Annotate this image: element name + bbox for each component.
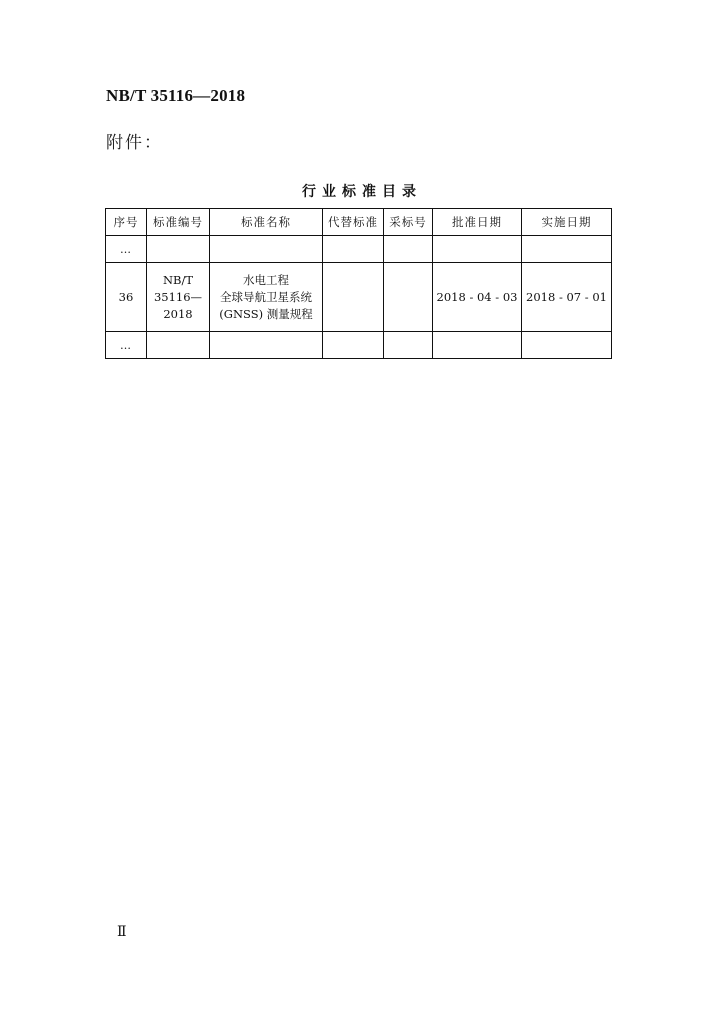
cell-empty [433,332,522,359]
column-header-std-name: 标准名称 [210,209,323,236]
std-code-line: 35116— [153,289,203,304]
cell-seq: 36 [106,263,147,332]
table-title: 行业标准目录 [302,184,422,200]
cell-seq: … [106,332,147,359]
cell-empty [147,236,210,263]
std-name-line: 全球导航卫星系统 [220,289,312,304]
column-header-approval-date: 批准日期 [433,209,522,236]
cell-empty [522,236,612,263]
column-header-replaces: 代替标准 [323,209,384,236]
std-code-line: 2018 [163,306,193,321]
cell-empty [384,332,433,359]
cell-std-name [210,263,323,332]
page-number: Ⅱ [117,925,127,940]
standards-catalog-table [105,208,612,359]
column-header-adopted-no: 采标号 [384,209,433,236]
table-row [106,263,612,332]
cell-empty [522,332,612,359]
std-code-line: NB/T [162,272,194,287]
table-row [106,332,612,359]
document-code: NB/T 35116—2018 [106,86,246,105]
cell-empty [433,236,522,263]
cell-empty [210,236,323,263]
cell-replaces [323,263,384,332]
cell-effective-date: 2018 - 07 - 01 [522,263,612,332]
column-header-seq: 序号 [106,209,147,236]
cell-approval-date: 2018 - 04 - 03 [433,263,522,332]
table-row [106,236,612,263]
cell-empty [147,332,210,359]
cell-empty [210,332,323,359]
cell-adopted-no [384,263,433,332]
table-header-row [106,209,612,236]
std-name-line: 水电工程 [243,272,289,287]
cell-seq: … [106,236,147,263]
cell-empty [384,236,433,263]
cell-empty [323,332,384,359]
column-header-std-code: 标准编号 [147,209,210,236]
std-name-line: (GNSS) 测量规程 [219,306,313,321]
attachment-label: 附件： [106,133,163,153]
cell-std-code [147,263,210,332]
column-header-effective-date: 实施日期 [522,209,612,236]
cell-empty [323,236,384,263]
